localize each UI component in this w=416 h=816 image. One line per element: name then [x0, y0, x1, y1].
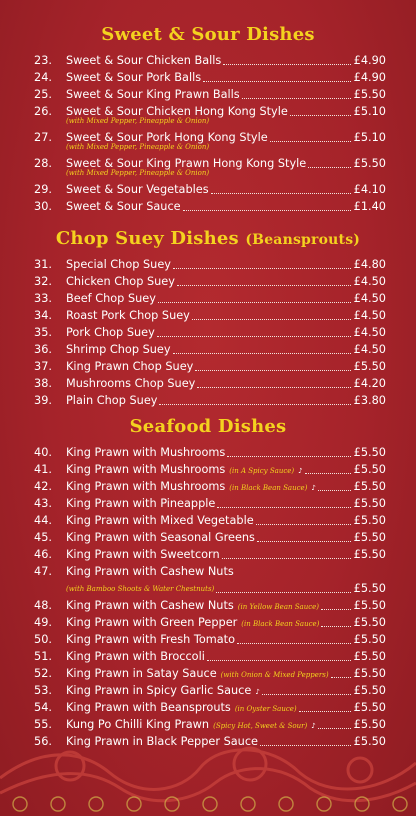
- dotted-leader: [331, 677, 351, 678]
- item-note: (with Mixed Pepper, Pineapple & Onion): [66, 117, 210, 125]
- dotted-leader: [195, 370, 350, 371]
- dotted-leader: [158, 302, 351, 303]
- item-name-text: Beef Chop Suey: [66, 292, 156, 305]
- item-name: [66, 512, 254, 529]
- item-name-text: Sweet & Sour Vegetables: [66, 183, 209, 196]
- menu-item-row: [30, 682, 386, 699]
- dotted-leader: [216, 592, 350, 593]
- item-name-text: King Prawn with Mushrooms: [66, 463, 226, 476]
- item-name-text: Special Chop Suey: [66, 258, 171, 271]
- item-name-text: King Prawn with Seasonal Greens: [66, 531, 255, 544]
- item-name: [66, 86, 240, 103]
- item-price: £5.50: [353, 701, 386, 714]
- item-number: 49.: [34, 616, 52, 629]
- item-name: [66, 290, 156, 307]
- item-price: £4.50: [353, 343, 386, 356]
- dotted-leader: [223, 64, 350, 65]
- item-price: £5.50: [353, 463, 386, 476]
- dotted-leader: [305, 473, 351, 474]
- dotted-leader: [197, 387, 350, 388]
- item-inline-note: (in A Spicy Sauce): [229, 467, 295, 475]
- item-name-text: Pork Chop Suey: [66, 326, 155, 339]
- dotted-leader: [299, 711, 351, 712]
- item-price: £5.10: [353, 105, 386, 118]
- item-inline-note: (in Yellow Bean Sauce): [237, 603, 319, 611]
- item-price: £4.80: [353, 258, 386, 271]
- menu-item-row: [30, 716, 386, 733]
- menu-item-row: [30, 86, 386, 103]
- item-name: [66, 546, 220, 563]
- item-number: 30.: [34, 200, 52, 213]
- item-number: 36.: [34, 343, 52, 356]
- item-number: 34.: [34, 309, 52, 322]
- item-number: 55.: [34, 718, 52, 731]
- menu-item-row: [30, 597, 386, 614]
- dotted-leader: [159, 404, 350, 405]
- item-name-text: Sweet & Sour Pork Balls: [66, 71, 202, 84]
- item-price: £5.50: [353, 88, 386, 101]
- item-price: £5.50: [353, 684, 386, 697]
- menu-item-row: [30, 324, 386, 341]
- section-subtitle: (Beansprouts): [245, 232, 361, 248]
- dotted-leader: [318, 728, 351, 729]
- item-name-text: Sweet & Sour King Prawn Hong Kong Style: [66, 157, 307, 170]
- item-price: £4.50: [353, 292, 386, 305]
- item-number: 50.: [34, 633, 52, 646]
- item-note: (with Mixed Pepper, Pineapple & Onion): [66, 169, 210, 177]
- item-name: [66, 375, 195, 392]
- menu-item-row: [30, 341, 386, 358]
- item-name-text: King Prawn Chop Suey: [66, 360, 194, 373]
- item-price: £5.50: [353, 633, 386, 646]
- menu-item-row: [30, 69, 386, 86]
- item-price: £5.50: [353, 616, 386, 629]
- menu-item-row: [30, 358, 386, 375]
- menu-item-row: [30, 307, 386, 324]
- hot-marker-icon: ♪: [311, 484, 316, 492]
- menu-item-row: [30, 699, 386, 716]
- item-number: 33.: [34, 292, 52, 305]
- item-name: [66, 52, 221, 69]
- dotted-leader: [256, 524, 351, 525]
- item-name: [66, 495, 215, 512]
- dotted-leader: [257, 541, 351, 542]
- item-number: 32.: [34, 275, 52, 288]
- item-name: [66, 392, 157, 409]
- dotted-leader: [192, 319, 351, 320]
- item-name-text: King Prawn with Cashew Nuts: [66, 565, 234, 578]
- hot-marker-icon: ♪: [311, 722, 316, 730]
- item-number: 45.: [34, 531, 52, 544]
- item-price: £4.20: [353, 377, 386, 390]
- item-name-text: King Prawn with Broccoli: [66, 650, 205, 663]
- item-inline-note: (in Oyster Sauce): [234, 705, 297, 713]
- menu-item-row: [30, 256, 386, 273]
- dotted-leader: [321, 609, 351, 610]
- item-number: 53.: [34, 684, 52, 697]
- item-note: (with Bamboo Shoots & Water Chestnuts): [66, 585, 215, 593]
- dotted-leader: [290, 115, 351, 116]
- item-name-text: King Prawn in Black Pepper Sauce: [66, 735, 258, 748]
- item-number: 23.: [34, 54, 52, 67]
- item-price: £4.50: [353, 275, 386, 288]
- item-number: 38.: [34, 377, 52, 390]
- menu-item-row: [30, 512, 386, 529]
- item-number: 56.: [34, 735, 52, 748]
- dotted-leader: [203, 81, 351, 82]
- item-number: 52.: [34, 667, 52, 680]
- item-price: £1.40: [353, 200, 386, 213]
- item-price: £5.50: [353, 548, 386, 561]
- item-number: 27.: [34, 131, 52, 144]
- item-name: [66, 648, 205, 665]
- item-name-text: King Prawn with Fresh Tomato: [66, 633, 236, 646]
- item-number: 25.: [34, 88, 52, 101]
- item-number: 54.: [34, 701, 52, 714]
- section-title-text: Sweet & Sour Dishes: [101, 24, 315, 45]
- item-price: £5.50: [353, 497, 386, 510]
- item-number: 46.: [34, 548, 52, 561]
- item-name-text: Shrimp Chop Suey: [66, 343, 171, 356]
- item-name-text: Sweet & Sour Chicken Hong Kong Style: [66, 105, 288, 118]
- dotted-leader: [211, 193, 351, 194]
- item-price: £4.90: [353, 71, 386, 84]
- item-name-text: Sweet & Sour Pork Hong Kong Style: [66, 131, 268, 144]
- item-name: [66, 256, 171, 273]
- menu-item-row: [30, 375, 386, 392]
- item-name-text: King Prawn with Mushrooms: [66, 446, 226, 459]
- item-name-text: King Prawn with Pineapple: [66, 497, 216, 510]
- item-inline-note: (in Black Bean Sauce): [241, 620, 320, 628]
- item-number: 35.: [34, 326, 52, 339]
- item-price: £5.50: [353, 718, 386, 731]
- menu-item-row: [30, 665, 386, 682]
- item-price: £5.50: [353, 157, 386, 170]
- menu-item-row: [30, 478, 386, 495]
- menu-item-row: [30, 273, 386, 290]
- menu-item-row: [30, 614, 386, 631]
- item-number: 47.: [34, 565, 52, 578]
- item-price: £4.50: [353, 309, 386, 322]
- section-title: [0, 416, 416, 437]
- item-price: £5.50: [353, 582, 386, 595]
- item-price: £5.50: [353, 480, 386, 493]
- hot-marker-icon: ♪: [255, 688, 260, 696]
- item-number: 44.: [34, 514, 52, 527]
- item-name: [66, 529, 255, 546]
- menu-item-row: [30, 461, 386, 478]
- item-name: [66, 307, 190, 324]
- item-note: (with Mixed Pepper, Pineapple & Onion): [66, 143, 210, 151]
- item-number: 43.: [34, 497, 52, 510]
- item-number: 31.: [34, 258, 52, 271]
- item-name-text: King Prawn with Mushrooms: [66, 480, 226, 493]
- item-name-text: King Prawn with Green Pepper: [66, 616, 238, 629]
- dotted-leader: [177, 285, 351, 286]
- item-name-text: Plain Chop Suey: [66, 394, 158, 407]
- item-inline-note: (with Onion & Mixed Peppers): [220, 671, 329, 679]
- menu-item-row: [30, 546, 386, 563]
- item-price: £5.50: [353, 650, 386, 663]
- item-name-text: Sweet & Sour King Prawn Balls: [66, 88, 240, 101]
- item-name: [66, 444, 225, 461]
- item-number: 28.: [34, 157, 52, 170]
- dotted-leader: [242, 98, 351, 99]
- item-name: [66, 69, 201, 86]
- dotted-leader: [222, 558, 351, 559]
- item-number: 42.: [34, 480, 52, 493]
- section-title-text: Chop Suey Dishes: [55, 228, 239, 249]
- dotted-leader: [157, 336, 351, 337]
- dotted-leader: [217, 507, 350, 508]
- menu-item-row: [30, 290, 386, 307]
- item-number: 24.: [34, 71, 52, 84]
- dotted-leader: [207, 660, 351, 661]
- menu-item-row: [30, 444, 386, 461]
- menu-item-row: [30, 181, 386, 198]
- menu-item-row: [30, 529, 386, 546]
- item-name: [66, 341, 171, 358]
- item-name-text: Kung Po Chilli King Prawn: [66, 718, 210, 731]
- item-inline-note: (Spicy Hot, Sweet & Sour): [213, 722, 308, 730]
- item-number: 41.: [34, 463, 52, 476]
- item-name-text: Sweet & Sour Chicken Balls: [66, 54, 222, 67]
- section-title: [0, 228, 416, 249]
- dotted-leader: [270, 141, 351, 142]
- item-name: [66, 181, 209, 198]
- item-name-text: Mushrooms Chop Suey: [66, 377, 196, 390]
- dotted-leader: [173, 268, 351, 269]
- dotted-leader: [237, 643, 351, 644]
- item-name-text: King Prawn with Beansprouts: [66, 701, 231, 714]
- item-name: [66, 273, 175, 290]
- menu-item-row: [30, 52, 386, 69]
- wave-pattern-footer: [0, 738, 416, 816]
- item-name-text: King Prawn with Sweetcorn: [66, 548, 220, 561]
- item-name: [66, 324, 155, 341]
- item-price: £5.50: [353, 360, 386, 373]
- item-name: [66, 563, 234, 580]
- dotted-leader: [173, 353, 351, 354]
- item-name-text: Sweet & Sour Sauce: [66, 200, 181, 213]
- section-title-text: Seafood Dishes: [129, 416, 287, 437]
- item-name: [66, 631, 235, 648]
- item-inline-note: (in Black Bean Sauce): [229, 484, 308, 492]
- item-name-text: Chicken Chop Suey: [66, 275, 175, 288]
- menu-item-row: [30, 563, 386, 580]
- item-price: £5.50: [353, 514, 386, 527]
- dotted-leader: [308, 167, 350, 168]
- section-title: [0, 24, 416, 45]
- item-number: 40.: [34, 446, 52, 459]
- item-name-text: King Prawn with Cashew Nuts: [66, 599, 234, 612]
- menu-item-row: [30, 495, 386, 512]
- item-price: £5.50: [353, 446, 386, 459]
- item-number: 26.: [34, 105, 52, 118]
- menu-item-row: [30, 392, 386, 409]
- item-price: £5.10: [353, 131, 386, 144]
- item-price: £4.10: [353, 183, 386, 196]
- item-name-text: King Prawn with Mixed Vegetable: [66, 514, 254, 527]
- item-price: £5.50: [353, 599, 386, 612]
- item-number: 37.: [34, 360, 52, 373]
- item-name-text: King Prawn in Satay Sauce: [66, 667, 217, 680]
- item-name: [66, 358, 193, 375]
- menu-item-price-row: [30, 580, 386, 597]
- hot-marker-icon: ♪: [298, 467, 303, 475]
- item-price: £5.50: [353, 667, 386, 680]
- item-price: £4.90: [353, 54, 386, 67]
- menu-item-row: [30, 198, 386, 215]
- item-name: [66, 198, 181, 215]
- item-price: £5.50: [353, 735, 386, 748]
- dotted-leader: [318, 490, 351, 491]
- item-name-text: King Prawn in Spicy Garlic Sauce: [66, 684, 252, 697]
- item-number: 39.: [34, 394, 52, 407]
- dotted-leader: [321, 626, 350, 627]
- menu-item-row: [30, 648, 386, 665]
- item-price: £5.50: [353, 531, 386, 544]
- item-number: 51.: [34, 650, 52, 663]
- item-price: £4.50: [353, 326, 386, 339]
- dotted-leader: [183, 210, 351, 211]
- dotted-leader: [262, 694, 351, 695]
- menu-item-row: [30, 631, 386, 648]
- dotted-leader: [227, 456, 350, 457]
- item-name-text: Roast Pork Chop Suey: [66, 309, 190, 322]
- item-number: 48.: [34, 599, 52, 612]
- item-price: £3.80: [353, 394, 386, 407]
- item-number: 29.: [34, 183, 52, 196]
